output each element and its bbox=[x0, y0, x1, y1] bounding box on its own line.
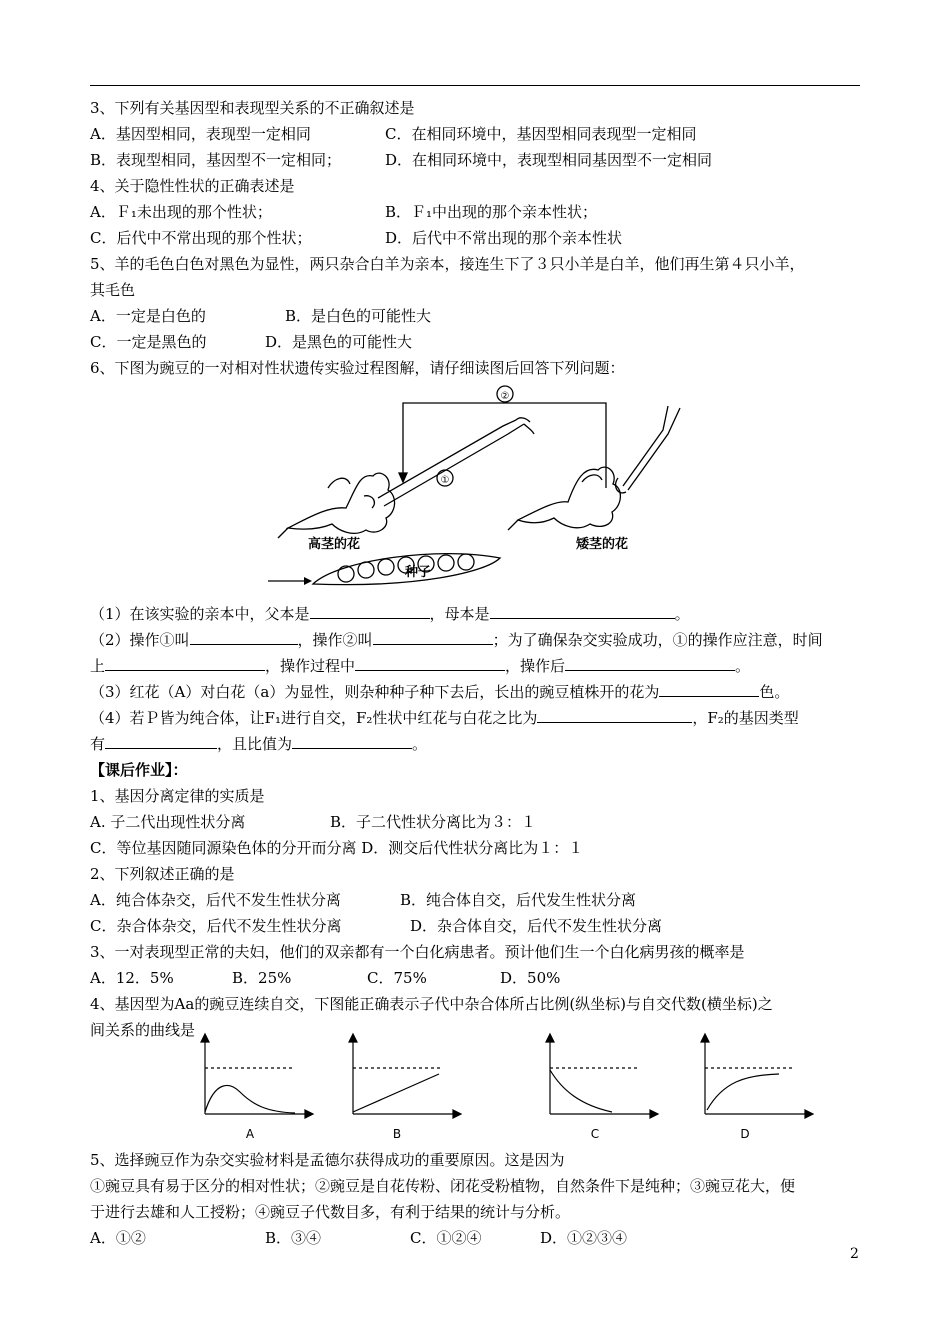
hw-q5-option-d: D．①②③④ bbox=[540, 1229, 628, 1247]
q6-sub1: （1）在该实验的亲本中，父本是 ，母本是 。 bbox=[90, 605, 690, 623]
answer-blank[interactable] bbox=[105, 656, 265, 671]
page-number: 2 bbox=[850, 1246, 859, 1262]
hw-q2-option-a: A．纯合体杂交，后代不发生性状分离 bbox=[90, 891, 341, 909]
answer-blank[interactable] bbox=[659, 682, 759, 697]
q6-stem: 6、下图为豌豆的一对相对性状遗传实验过程图解，请仔细读图后回答下列问题： bbox=[90, 359, 625, 377]
q3-stem: 3、下列有关基因型和表现型关系的不正确叙述是 bbox=[90, 99, 415, 117]
graph-label-b: B bbox=[392, 1127, 402, 1141]
hw-q3-stem: 3、一对表现型正常的夫妇，他们的双亲都有一个白化病患者。预计他们生一个白化病男孩的概率是 bbox=[90, 943, 745, 961]
curve-graphs bbox=[195, 1030, 815, 1145]
answer-blank[interactable] bbox=[537, 708, 692, 723]
hw-q3-option-b: B．25% bbox=[232, 969, 292, 987]
q5-option-d: D．是黑色的可能性大 bbox=[265, 333, 413, 351]
q3-option-b: B．表现型相同，基因型不一定相同； bbox=[90, 151, 342, 169]
q5-option-a: A．一定是白色的 bbox=[90, 307, 206, 325]
q4-option-a: A．Ｆ₁未出现的那个性状； bbox=[90, 203, 272, 221]
answer-blank[interactable] bbox=[490, 604, 675, 619]
hw-q1-stem: 1、基因分离定律的实质是 bbox=[90, 787, 265, 805]
mark-1: ① bbox=[440, 475, 450, 486]
q5-option-b: B．是白色的可能性大 bbox=[285, 307, 432, 325]
q4-option-b: B．Ｆ₁中出现的那个亲本性状； bbox=[385, 203, 598, 221]
label-seed: 种子 bbox=[405, 565, 432, 580]
answer-blank[interactable] bbox=[355, 656, 505, 671]
hw-q1-option-b: B．子二代性状分离比为３：１ bbox=[330, 813, 537, 831]
hw-q5-option-a: A．①② bbox=[90, 1229, 146, 1247]
homework-title: 【课后作业】： bbox=[90, 761, 188, 779]
answer-blank[interactable] bbox=[565, 656, 735, 671]
brush bbox=[623, 406, 680, 490]
q5-stem-line2: 其毛色 bbox=[90, 281, 136, 299]
hw-q5-line2: 于进行去雄和人工授粉；④豌豆子代数目多，有利于结果的统计与分析。 bbox=[90, 1203, 571, 1221]
q5-option-c: C．一定是黑色的 bbox=[90, 333, 207, 351]
answer-blank[interactable] bbox=[190, 630, 298, 645]
tall-stem-flower bbox=[288, 473, 395, 533]
graph-label-d: D bbox=[740, 1127, 750, 1141]
q5-stem-line1: 5、羊的毛色白色对黑色为显性，两只杂合白羊为亲本，接连生下了３只小羊是白羊，他们再生第４只小羊， bbox=[90, 255, 805, 273]
answer-blank[interactable] bbox=[105, 734, 217, 749]
q4-stem: 4、关于隐性性状的正确表述是 bbox=[90, 177, 295, 195]
hw-q3-option-d: D．50% bbox=[500, 969, 561, 987]
hw-q3-option-c: C．75% bbox=[367, 969, 427, 987]
hw-q1-option-a: A. 子二代出现性状分离 bbox=[90, 813, 246, 831]
graph-a bbox=[201, 1034, 313, 1118]
graph-b bbox=[349, 1034, 461, 1118]
hw-q2-option-b: B．纯合体自交，后代发生性状分离 bbox=[400, 891, 637, 909]
graph-label-c: C bbox=[590, 1127, 600, 1141]
pollination-figure bbox=[268, 378, 688, 593]
hw-q2-option-d: D．杂合体自交，后代不发生性状分离 bbox=[410, 917, 663, 935]
header-rule bbox=[90, 85, 860, 86]
answer-blank[interactable] bbox=[310, 604, 430, 619]
short-stem-flower bbox=[518, 467, 620, 528]
hw-q4-stem-line1: 4、基因型为Aa的豌豆连续自交，下图能正确表示子代中杂合体所占比例(纵坐标)与自交代数(横坐标)之 bbox=[90, 995, 773, 1013]
q6-sub4-line1: （4）若Ｐ皆为纯合体，让F₁进行自交，F₂性状中红花与白花之比为 ，F₂的基因类型 bbox=[90, 709, 799, 727]
q3-option-c: C．在相同环境中，基因型相同表现型一定相同 bbox=[385, 125, 697, 143]
q4-option-c: C．后代中不常出现的那个性状； bbox=[90, 229, 312, 247]
q6-sub3: （3）红花（A）对白花（a）为显性，则杂种种子种下去后，长出的豌豆植株开的花为 色。 bbox=[90, 683, 790, 701]
label-short-stem: 矮茎的花 bbox=[576, 537, 629, 552]
q4-option-d: D．后代中不常出现的那个亲本性状 bbox=[385, 229, 623, 247]
q6-sub2-line2: 上 ，操作过程中 ，操作后 。 bbox=[90, 657, 751, 675]
hw-q5-option-b: B．③④ bbox=[265, 1229, 322, 1247]
answer-blank[interactable] bbox=[373, 630, 493, 645]
answer-blank[interactable] bbox=[292, 734, 412, 749]
hw-q5-stem: 5、选择豌豆作为杂交实验材料是孟德尔获得成功的重要原因。这是因为 bbox=[90, 1151, 565, 1169]
q6-sub2-line1: （2）操作①叫 ，操作②叫 ；为了确保杂交实验成功，①的操作应注意，时间 bbox=[90, 631, 823, 649]
hw-q5-line1: ①豌豆具有易于区分的相对性状；②豌豆是自花传粉、闭花受粉植物，自然条件下是纯种；③豌豆花大，便 bbox=[90, 1177, 796, 1195]
graph-label-a: A bbox=[245, 1127, 255, 1141]
hw-q1-option-cd: C．等位基因随同源染色体的分开而分离 D．测交后代性状分离比为１：１ bbox=[90, 839, 584, 857]
q6-sub4-line2: 有 ，且比值为 。 bbox=[90, 735, 428, 753]
q3-option-a: A．基因型相同，表现型一定相同 bbox=[90, 125, 311, 143]
q3-option-d: D．在相同环境中，表现型相同基因型不一定相同 bbox=[385, 151, 713, 169]
hw-q5-option-c: C．①②④ bbox=[410, 1229, 482, 1247]
label-tall-stem: 高茎的花 bbox=[308, 537, 361, 552]
hw-q2-stem: 2、下列叙述正确的是 bbox=[90, 865, 235, 883]
mark-2: ② bbox=[500, 391, 510, 402]
process-arrow bbox=[403, 403, 606, 488]
hw-q3-option-a: A．12．5% bbox=[90, 969, 174, 987]
graph-d bbox=[701, 1034, 813, 1118]
forceps bbox=[378, 420, 524, 506]
hw-q2-option-c: C．杂合体杂交，后代不发生性状分离 bbox=[90, 917, 342, 935]
hw-q4-stem-line2: 间关系的曲线是 bbox=[90, 1021, 196, 1039]
graph-c bbox=[546, 1034, 658, 1118]
